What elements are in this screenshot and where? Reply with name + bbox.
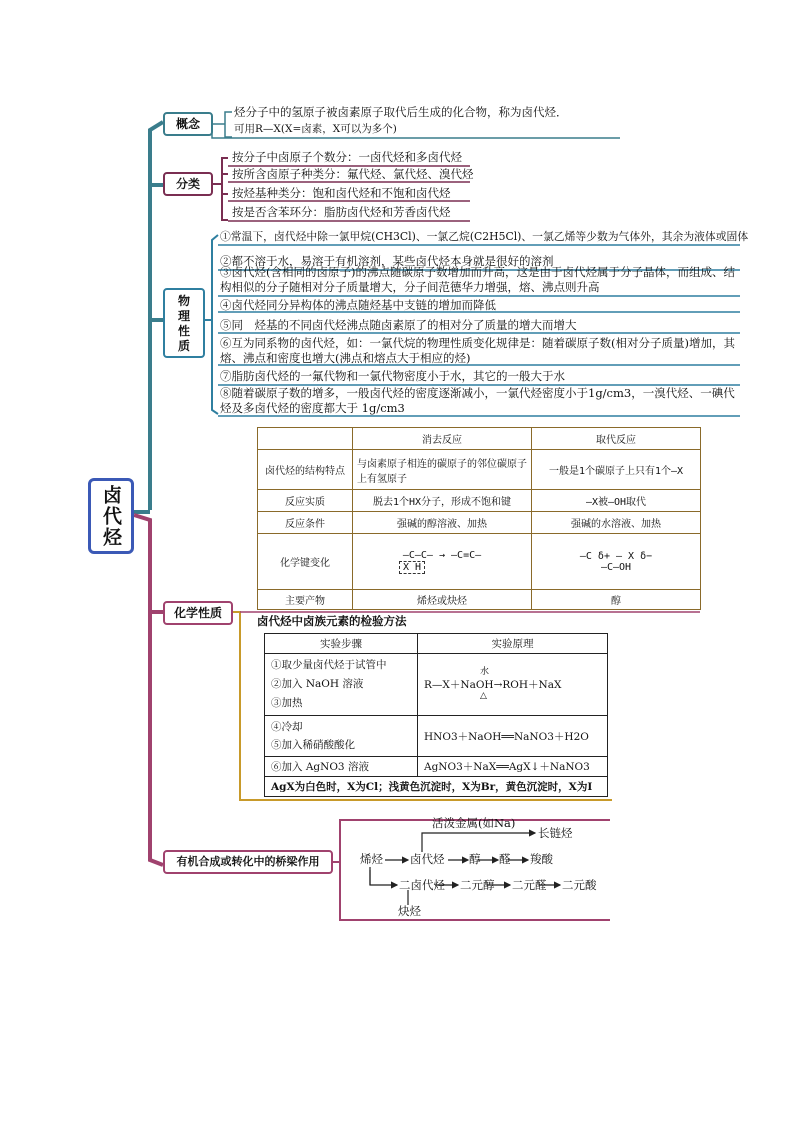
table-cell: 化学键变化 (258, 534, 353, 590)
syn-dihalo: 二卤代烃 (399, 878, 445, 892)
table-cell: 烯烃或炔烃 (353, 590, 532, 610)
physical-item: ③卤代烃(含相同的卤原子)的沸点随碳原子数增加而升高，这是由于卤代烃属于分子晶体，而组成、结构相似的分子随相对分子质量增大，分子间范德华力增强，熔、沸点则升高 (220, 265, 735, 294)
principle-condition-top: 水 (480, 667, 490, 677)
physical-item: ④卤代烃同分异构体的沸点随烃基中支链的增加而降低 (220, 298, 496, 312)
syn-haloalkane: 卤代烃 (410, 852, 445, 866)
table-cell: 一般是1个碳原子上只有1个—X (532, 450, 701, 490)
syn-dialdehyde: 二元醛 (512, 878, 547, 892)
physical-item: ①常温下，卤代烃中除一氯甲烷(CH3Cl)、一氯乙烷(C2H5Cl)、一氯乙烯等少数为气体外，其余为液体或固体 (220, 230, 749, 243)
physical-item: ⑧随着碳原子数的增多，一般卤代烃的密度逐渐减小，一氯代烃密度小于1g/cm3，一溴代烃、一碘代烃及多卤代烃的密度都大于 1g/cm3 (220, 386, 735, 415)
test-method-title: 卤代烃中卤族元素的检验方法 (257, 614, 407, 628)
physical-item: ⑤同 烃基的不同卤代烃沸点随卤素原了的相对分了质量的增大而增大 (220, 318, 577, 332)
physical-item: ⑦脂肪卤代烃的一氟代物和一氯代物密度小于水，其它的一般大于水 (220, 369, 565, 383)
concept-label: 概念 (163, 112, 213, 136)
step-line: ⑤加入稀硝酸酸化 (271, 739, 355, 751)
table-cell: 反应条件 (258, 512, 353, 534)
step-line: ⑥加入 AgNO3 溶液 (265, 757, 418, 777)
elim-bottom: X H (399, 561, 425, 574)
physical-item: ⑥互为同系物的卤代烃，如：一氯代烷的物理性质变化规律是：随着碳原子数(相对分子质量)增加，其熔、沸点和密度也增大(沸点和熔点大于相应的烃) (220, 336, 735, 365)
table-cell: 反应实质 (258, 490, 353, 512)
elim-left: —C—C— (402, 549, 433, 561)
test-header-cell: 实验原理 (418, 634, 608, 654)
table-cell: —X被—OH取代 (532, 490, 701, 512)
test-footer: AgX为白色时，X为Cl；浅黄色沉淀时，X为Br，黄色沉淀时，X为I (265, 777, 608, 797)
syn-top-label: 活泼金属(如Na) (432, 816, 516, 830)
syn-long-chain: 长链烃 (538, 826, 573, 840)
elim-right: —C=C— (451, 549, 482, 561)
concept-line-2: 可用R—X(X=卤素，X可以为多个) (234, 123, 397, 135)
table-header-cell: 取代反应 (532, 428, 701, 450)
table-header-cell: 消去反应 (353, 428, 532, 450)
elimination-bond-change: —C—C— → —C=C— X H (353, 534, 532, 590)
step-line: ②加入 NaOH 溶液 (271, 678, 364, 690)
step-line: ①取少量卤代烃于试管中 (271, 659, 387, 671)
table-cell: 卤代烃的结构特点 (258, 450, 353, 490)
syn-alkene: 烯烃 (360, 852, 383, 866)
principle-condition-bottom: △ (480, 691, 487, 701)
classification-item: 按烃基种类分：饱和卤代烃和不饱和卤代烃 (232, 186, 451, 200)
syn-acid: 羧酸 (530, 852, 553, 866)
table-cell: 主要产物 (258, 590, 353, 610)
syn-diacid: 二元酸 (562, 878, 597, 892)
sub-bottom: —C—OH (600, 561, 632, 573)
classification-item: 按是否含苯环分：脂肪卤代烃和芳香卤代烃 (232, 205, 451, 219)
sub-top: —C δ+ — X δ− (579, 550, 653, 562)
table-cell: 强碱的醇溶液、加热 (353, 512, 532, 534)
classification-item: 按分子中卤原子个数分：一卤代烃和多卤代烃 (232, 150, 462, 164)
table-cell: 醇 (532, 590, 701, 610)
table-cell: 与卤素原子相连的碳原子的邻位碳原子上有氢原子 (353, 450, 532, 490)
test-header-cell: 实验步骤 (265, 634, 418, 654)
classification-label: 分类 (163, 172, 213, 196)
chemical-label: 化学性质 (163, 601, 233, 625)
syn-diol: 二元醇 (460, 878, 495, 892)
concept-line-1: 烃分子中的氢原子被卤素原子取代后生成的化合物，称为卤代烃． (234, 105, 568, 119)
physical-label-text: 物理性质 (177, 294, 190, 353)
principle-equation: R—X＋NaOH→ROH＋NaX (424, 679, 562, 691)
synthesis-label: 有机合成或转化中的桥梁作用 (163, 850, 333, 874)
table-cell: 强碱的水溶液、加热 (532, 512, 701, 534)
principle-equation: AgNO3＋NaX══AgX↓＋NaNO3 (418, 757, 608, 777)
syn-alkyne: 炔烃 (398, 904, 421, 918)
step-line: ④冷却 (271, 721, 303, 733)
syn-aldehyde: 醛 (499, 852, 511, 866)
root-title: 卤代烃 (100, 485, 122, 548)
table-cell: 脱去1个HX分子，形成不饱和键 (353, 490, 532, 512)
syn-alcohol: 醇 (469, 852, 481, 866)
physical-item: ②都不溶于水，易溶于有机溶剂，某些卤代烃本身就是很好的溶剂 (220, 254, 554, 268)
principle-equation: HNO3＋NaOH══NaNO3＋H2O (418, 716, 608, 757)
step-line: ③加热 (271, 697, 303, 709)
classification-item: 按所含卤原子种类分：氟代烃、氯代烃、溴代烃 (232, 167, 474, 181)
